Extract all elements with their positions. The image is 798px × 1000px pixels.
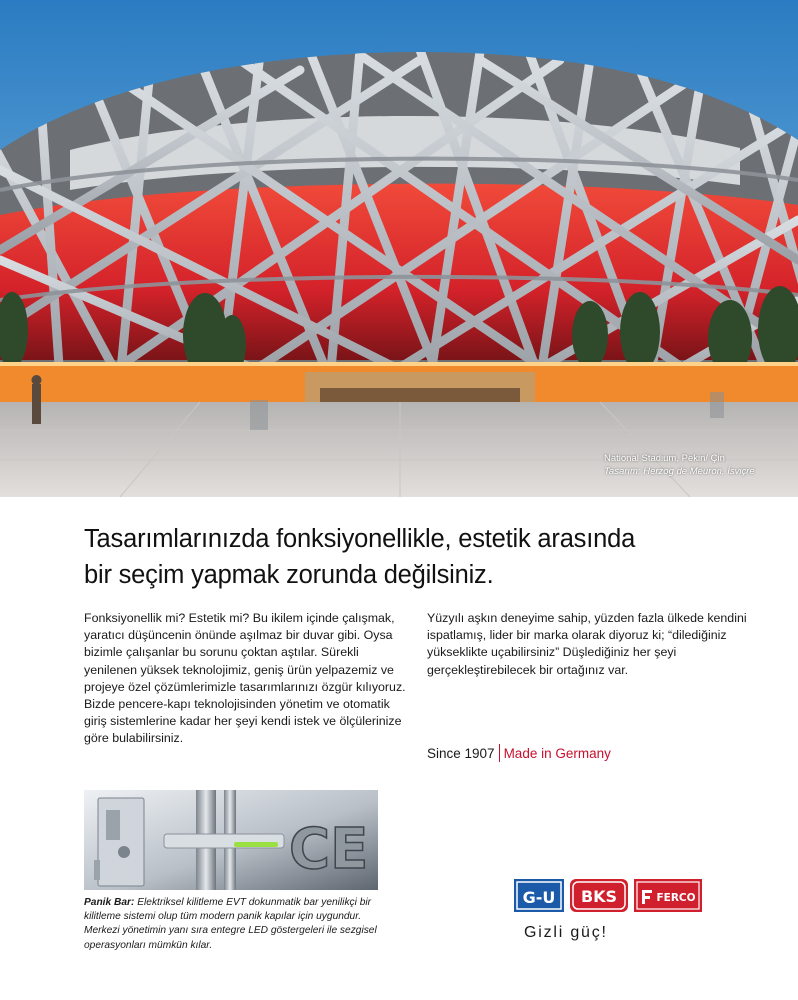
headline-line-1: Tasarımlarınızda fonksiyonellikle, estetik arasında — [84, 525, 636, 553]
product-caption-title: Panik Bar: — [84, 897, 135, 908]
brand-logos — [514, 878, 714, 914]
gu-logo-text: G-U — [522, 888, 556, 907]
body-paragraph: Yüzyılı aşkın deneyime sahip, yüzden fazla ülkede kendini ispatlamış, lider bir marka olarak diyoruz ki; “dilediğiniz yükseklikte uçabilirsiniz” Düşlediğiniz her şeyi gerçekleştirebilecek bir ortağınız var. — [427, 611, 747, 677]
hero-photo — [0, 0, 798, 497]
photo-caption-location: National Stadium, Pekin/ Çin — [604, 453, 725, 464]
photo-caption — [604, 452, 755, 478]
product-caption — [84, 896, 384, 953]
ce-mark: CE — [289, 817, 369, 882]
body-paragraph: Fonksiyonellik mi? Estetik mi? Bu ikilem içinde çalışmak, yaratıcı düşüncenin önünde aşılmaz bir duvar gibi. Oysa bizimle çalışanlar bu sorunu çoktan aştılar. Sürekli yenilenen yüksek teknolojimiz, geniş ürün yelpazemiz ve projeye özel çözümlerimizle tasarımlarınızı özgür kılıyoruz. — [84, 611, 406, 694]
body-paragraph: Bizde pencere-kapı teknolojisinden yönetim ve otomatik giriş sistemlerine kadar her şeyi kendi istek ve ölçülerinize göre bulabilirsiniz. — [84, 697, 402, 746]
ferco-logo-text: FERCO — [656, 892, 696, 904]
headline — [84, 521, 764, 593]
since-made-in-germany — [427, 744, 611, 764]
since-year: Since 1907 — [427, 746, 495, 761]
product-caption-text: Elektriksel kilitleme EVT dokunmatik bar yenilikçi bir kilitleme sistemi olup tüm modern panik kapılar için uygundur. Merkezi yönetimin yanı sıra entegre LED göstergeleri ile sezgisel operasyonları mümkün kılar. — [84, 897, 377, 951]
bks-logo-text: BKS — [580, 887, 618, 906]
product-photo — [84, 790, 378, 890]
body-column-right — [427, 610, 747, 679]
headline-line-2: bir seçim yapmak zorunda değilsiniz. — [84, 561, 494, 589]
tagline: Gizli güç! — [524, 924, 608, 941]
brand-logos-image — [514, 878, 714, 914]
body-column-left — [84, 610, 414, 748]
divider — [499, 744, 500, 762]
made-in-germany: Made in Germany — [503, 746, 611, 761]
stadium-illustration — [0, 0, 798, 497]
panic-bar-illustration — [84, 790, 378, 890]
photo-caption-designer: Tasarım: Herzog de Meuron, İsviçre — [604, 466, 755, 477]
